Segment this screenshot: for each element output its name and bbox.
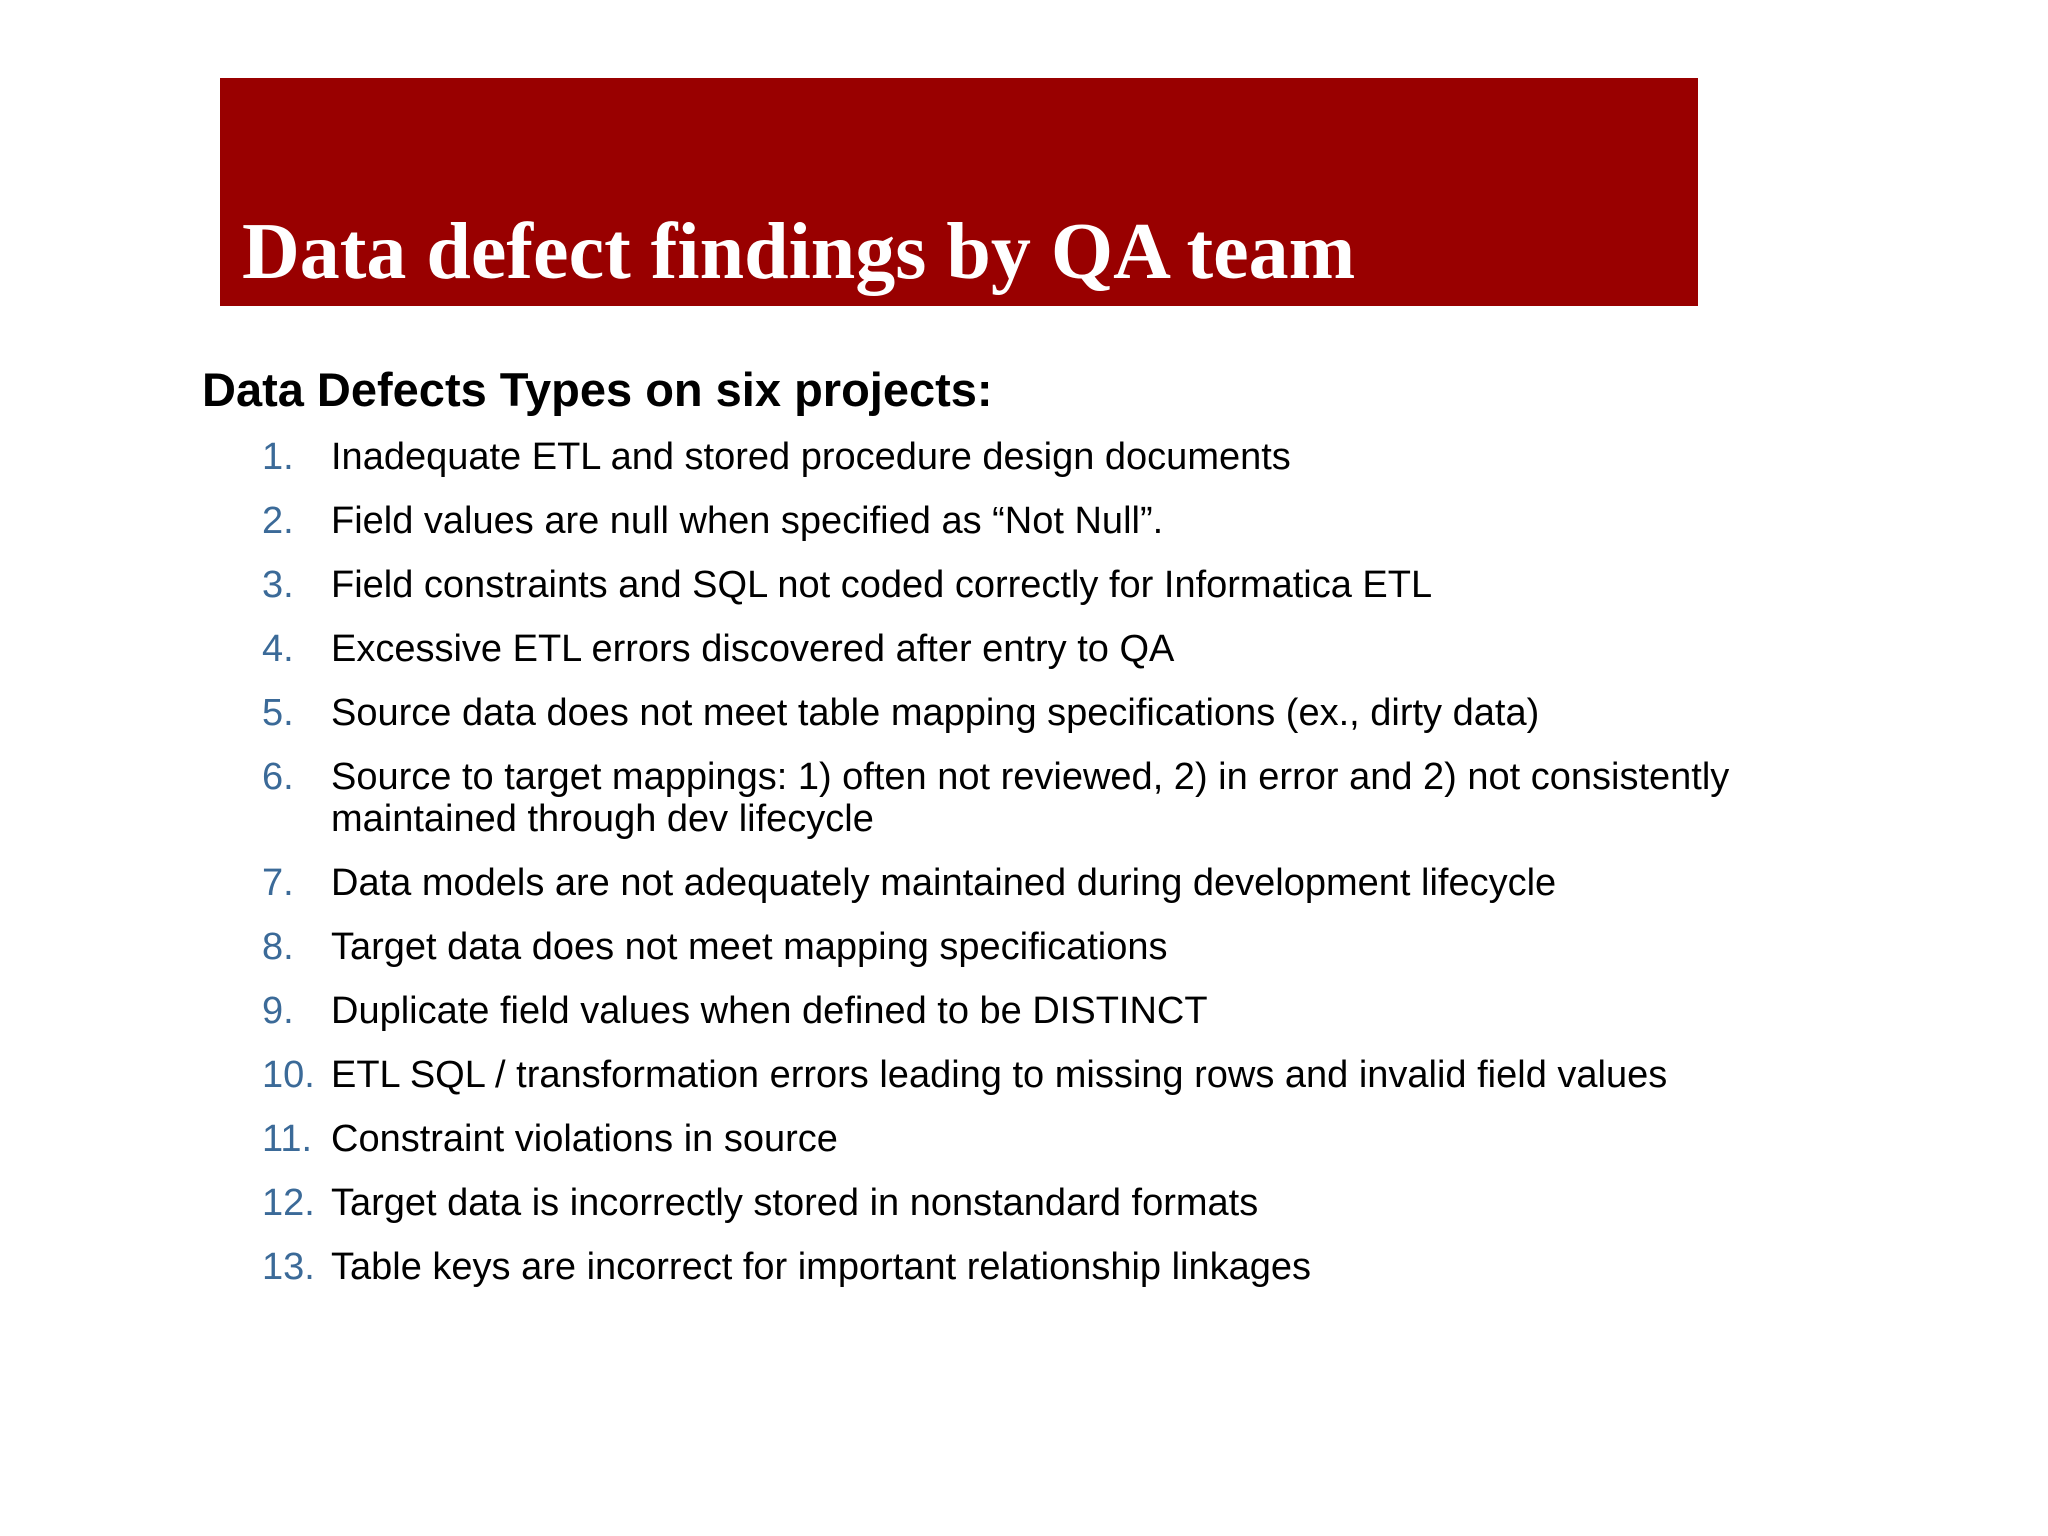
list-item-number: 7.: [262, 862, 294, 904]
list-item: [262, 1246, 1822, 1288]
list-item-number: 12.: [262, 1182, 315, 1224]
list-item: [262, 756, 1822, 840]
list-item-number: 3.: [262, 564, 294, 606]
list-item: [262, 692, 1822, 734]
list-item: [262, 862, 1822, 904]
list-item-number: 9.: [262, 990, 294, 1032]
list-item: [262, 926, 1822, 968]
list-item: [262, 990, 1822, 1032]
title-banner: [220, 78, 1698, 306]
list-item-number: 8.: [262, 926, 294, 968]
list-item: [262, 1054, 1822, 1096]
list-item: [262, 1118, 1822, 1160]
list-item: [262, 628, 1822, 670]
list-item: [262, 1182, 1822, 1224]
list-item-number: 2.: [262, 500, 294, 542]
list-item-number: 4.: [262, 628, 294, 670]
list-item-number: 11.: [262, 1118, 313, 1160]
list-item-text: Table keys are incorrect for important relationship linkages: [331, 1246, 1312, 1288]
list-item: [262, 500, 1822, 542]
list-item-text: Excessive ETL errors discovered after entry to QA: [331, 628, 1175, 670]
list-item: [262, 436, 1822, 478]
list-item-text: ETL SQL / transformation errors leading to missing rows and invalid field values: [331, 1054, 1668, 1096]
slide-subtitle: Data Defects Types on six projects:: [202, 363, 993, 416]
list-item-number: 10.: [262, 1054, 315, 1096]
list-item-number: 5.: [262, 692, 294, 734]
list-item-text: Target data is incorrectly stored in nonstandard formats: [331, 1182, 1259, 1224]
list-item-text: Duplicate field values when defined to be DISTINCT: [331, 990, 1208, 1032]
defect-list: [262, 436, 1822, 1310]
list-item-text: Target data does not meet mapping specifications: [331, 926, 1168, 968]
list-item-number: 1.: [262, 436, 294, 478]
list-item: [262, 564, 1822, 606]
list-item-number: 6.: [262, 756, 294, 798]
list-item-text: Field constraints and SQL not coded correctly for Informatica ETL: [331, 564, 1433, 606]
list-item-number: 13.: [262, 1246, 315, 1288]
list-item-text: Data models are not adequately maintained during development lifecycle: [331, 862, 1557, 904]
list-item-text: Constraint violations in source: [331, 1118, 838, 1160]
list-item-text: Inadequate ETL and stored procedure design documents: [331, 436, 1291, 478]
list-item-text: Field values are null when specified as “Not Null”.: [331, 500, 1164, 542]
slide-title: Data defect findings by QA team: [242, 208, 1356, 296]
list-item-text: Source to target mappings: 1) often not reviewed, 2) in error and 2) not consistently maintained through dev lifecycle: [331, 756, 1730, 840]
list-item-text: Source data does not meet table mapping specifications (ex., dirty data): [331, 692, 1540, 734]
